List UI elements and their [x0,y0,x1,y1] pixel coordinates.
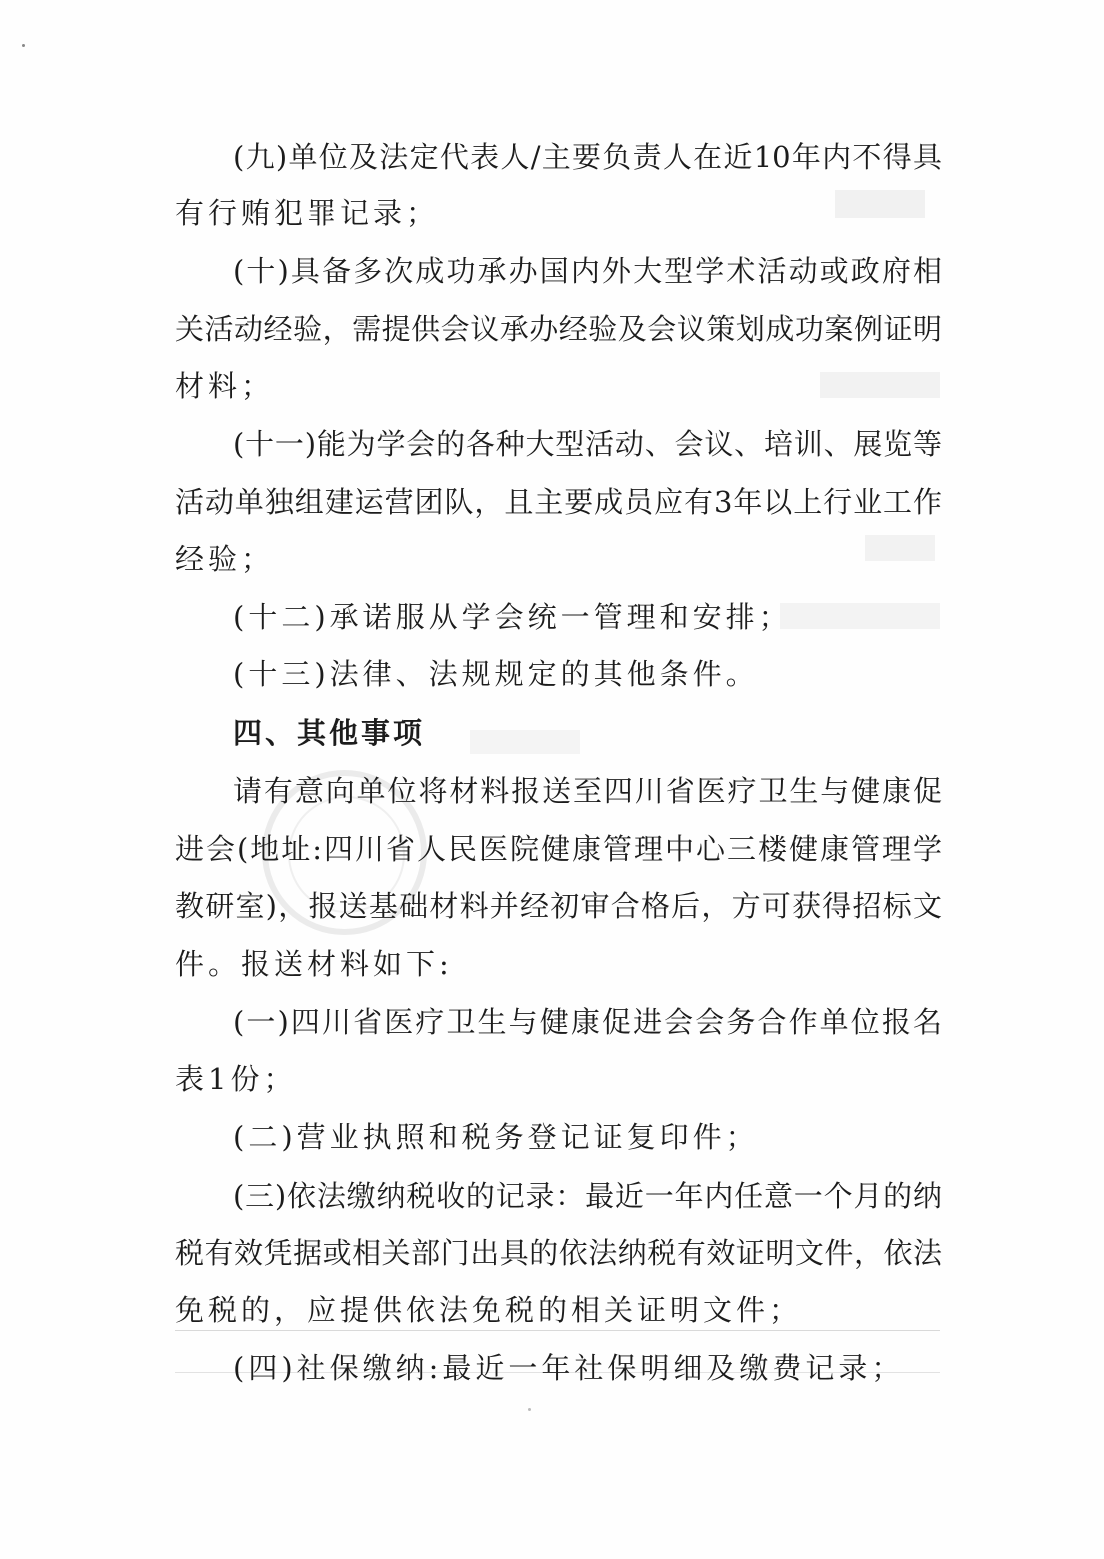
text-line: 件。报送材料如下: [175,947,453,981]
text-line: (十)具备多次成功承办国内外大型学术活动或政府相 [233,254,942,288]
text-line: 进会(地址:四川省人民医院健康管理中心三楼健康管理学 [175,832,942,866]
text-line: (十二)承诺服从学会统一管理和安排； [233,600,792,634]
show-through-mark [470,730,580,754]
text-line: (十三)法律、法规规定的其他条件。 [233,657,759,691]
text-line: (九)单位及法定代表人/主要负责人在近10年内不得具 [233,140,942,174]
text-line: 关活动经验，需提供会议承办经验及会议策划成功案例证明 [175,312,942,346]
text-line: (四)社保缴纳:最近一年社保明细及缴费记录； [233,1351,905,1385]
text-line: (三)依法缴纳税收的记录：最近一年内任意一个月的纳 [233,1179,942,1213]
text-line: 请有意向单位将材料报送至四川省医疗卫生与健康促 [233,774,942,808]
text-line: 活动单独组建运营团队，且主要成员应有3年以上行业工作 [175,485,942,519]
text-line: 材料； [175,369,275,403]
text-line: 教研室)，报送基础材料并经初审合格后，方可获得招标文 [175,889,942,923]
text-line: 免税的，应提供依法免税的相关证明文件； [175,1293,803,1327]
text-line: 表1份； [175,1062,297,1096]
text-line: 税有效凭据或相关部门出具的依法纳税有效证明文件，依法 [175,1236,942,1270]
text-line: (十一)能为学会的各种大型活动、会议、培训、展览等 [233,427,942,461]
text-line: 经验； [175,542,275,576]
show-through-rule [175,1330,940,1331]
section-heading: 四、其他事项 [233,716,426,750]
text-line: (二)营业执照和税务登记证复印件； [233,1120,759,1154]
text-line: 有行贿犯罪记录； [175,196,440,230]
text-line: (一)四川省医疗卫生与健康促进会会务合作单位报名 [233,1005,942,1039]
scan-speck [528,1408,531,1411]
scan-speck [22,44,25,47]
